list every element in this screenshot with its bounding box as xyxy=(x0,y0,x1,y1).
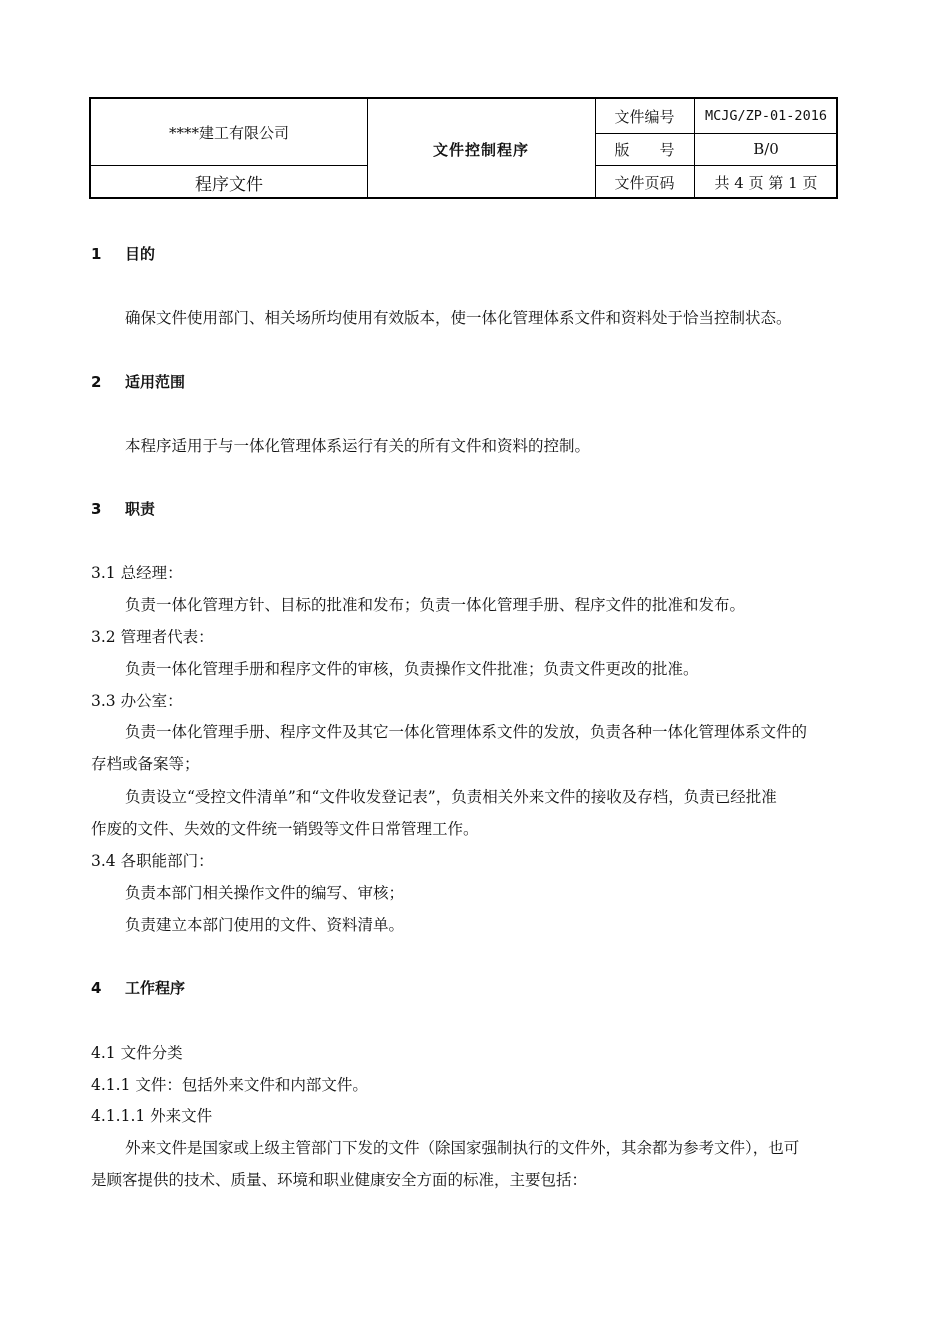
page-label: 文件页码 xyxy=(614,173,675,192)
doc-no-value: MCJG/ZP-01-2016 xyxy=(705,108,827,124)
paragraph: 本程序适用于与一体化管理体系运行有关的所有文件和资料的控制。 xyxy=(125,437,591,455)
section-number: 4 xyxy=(91,979,102,997)
subsection-heading: 3.2 管理者代表： xyxy=(91,628,214,646)
subsection-heading: 4.1.1 文件：包括外来文件和内部文件。 xyxy=(91,1076,368,1094)
subsection-heading: 4.1.1.1 外来文件 xyxy=(91,1107,213,1125)
paragraph: 外来文件是国家或上级主管部门下发的文件（除国家强制执行的文件外，其余都为参考文件），也可 xyxy=(125,1139,800,1157)
paragraph: 负责本部门相关操作文件的编写、审核； xyxy=(125,884,405,902)
version-label: 版 号 xyxy=(614,140,675,159)
paragraph-continuation: 存档或备案等； xyxy=(91,755,200,773)
paragraph: 负责一体化管理手册、程序文件及其它一体化管理体系文件的发放，负责各种一体化管理体系文件的 xyxy=(125,723,808,741)
section-title: 职责 xyxy=(125,500,156,518)
paragraph: 负责设立“受控文件清单”和“文件收发登记表”，负责相关外来文件的接收及存档，负责已经批准 xyxy=(125,788,777,806)
page-title: 文件控制程序 xyxy=(432,140,529,159)
subsection-heading: 3.3 办公室： xyxy=(91,692,183,710)
paragraph-continuation: 作废的文件、失效的文件统一销毁等文件日常管理工作。 xyxy=(91,820,479,838)
paragraph: 负责建立本部门使用的文件、资料清单。 xyxy=(125,916,405,934)
paragraph: 确保文件使用部门、相关场所均使用有效版本，使一体化管理体系文件和资料处于恰当控制状态。 xyxy=(125,309,792,327)
section-heading xyxy=(91,371,185,392)
section-number: 3 xyxy=(91,500,102,518)
section-heading xyxy=(91,498,155,519)
document-header-table xyxy=(89,97,838,199)
company-name: ****建工有限公司 xyxy=(168,123,289,142)
section-title: 适用范围 xyxy=(125,373,186,391)
section-heading xyxy=(91,977,185,998)
section-title: 目的 xyxy=(125,245,156,263)
doc-no-label: 文件编号 xyxy=(614,107,675,126)
section-number: 2 xyxy=(91,373,102,391)
section-number: 1 xyxy=(91,245,102,263)
section-heading xyxy=(91,243,155,264)
paragraph: 负责一体化管理手册和程序文件的审核，负责操作文件批准；负责文件更改的批准。 xyxy=(125,660,699,678)
paragraph-continuation: 是顾客提供的技术、质量、环境和职业健康安全方面的标准，主要包括： xyxy=(91,1171,588,1189)
doc-type: 程序文件 xyxy=(195,174,263,195)
section-title: 工作程序 xyxy=(125,979,186,997)
subsection-heading: 3.1 总经理： xyxy=(91,564,183,582)
subsection-heading: 3.4 各职能部门： xyxy=(91,852,214,870)
page-value: 共 4 页 第 1 页 xyxy=(714,173,818,192)
paragraph: 负责一体化管理方针、目标的批准和发布；负责一体化管理手册、程序文件的批准和发布。 xyxy=(125,596,746,614)
subsection-heading: 4.1 文件分类 xyxy=(91,1044,183,1062)
version-value: B/0 xyxy=(753,140,779,158)
